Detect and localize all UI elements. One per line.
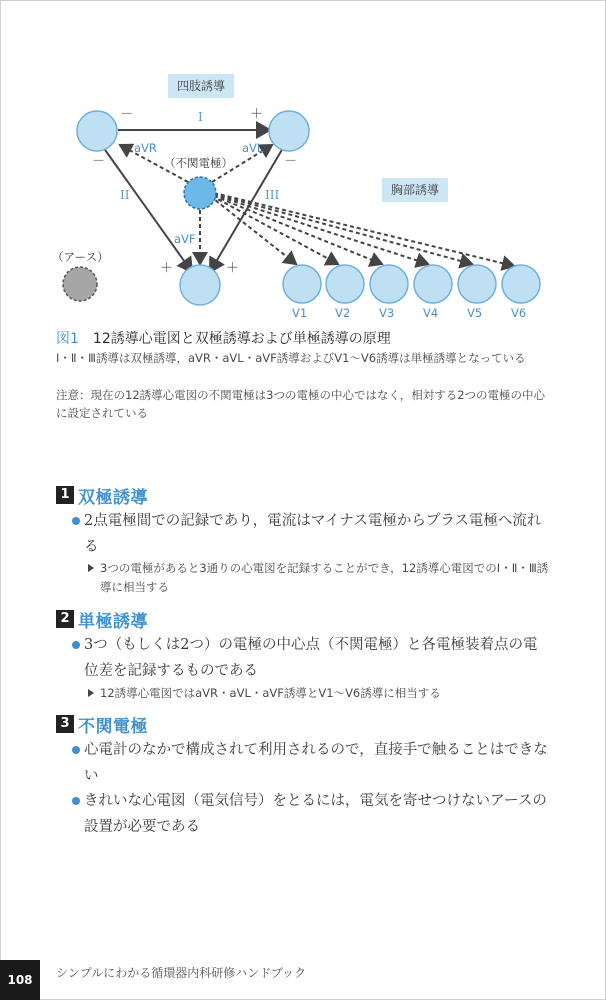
figure-number: 図1 [56,331,79,347]
electrode-V5 [458,265,496,303]
V3-label: V3 [379,306,395,320]
electrode-left-arm [269,111,309,151]
running-footer-title: シンプルにわかる循環器内科研修ハンドブック [56,966,307,980]
V5-label: V5 [467,306,483,320]
indifferent-electrode [184,177,216,209]
triangle-marker [88,689,94,697]
V4-arrow [214,195,428,264]
section-1-sub-1: 3つの電極があると3通りの心電図を記録することができ，12誘導心電図でのⅠ・Ⅱ・Ⅲ誘導に相当する [88,559,550,597]
section-2-sub-1: 12誘導心電図ではaVR・aVL・aVF誘導とV1～V6誘導に相当する [88,684,550,703]
section-1-heading [56,484,148,506]
ecg-lead-diagram [0,0,606,330]
section-3-bullet-2: きれいな心電図（電気信号）をとるには，電気を寄せつけないアースの設置が必要である [72,788,550,840]
section-1-bullet-1: 2点電極間での記録であり，電流はマイナス電極からプラス電極へ流れる [72,508,550,560]
left-leg-plus-left: ＋ [160,261,174,276]
aVL-label: aVL [242,141,264,155]
V1-label: V1 [292,306,308,320]
lead-III-label: III [265,188,280,202]
section-2-number: 2 [56,610,74,628]
lead-II-label: II [120,188,130,202]
V5-arrow [214,194,472,264]
right-arm-minus-side: － [92,154,106,169]
aVR-label: aVR [134,141,157,155]
caption-line-1: Ⅰ・Ⅱ・Ⅲ誘導は双極誘導，aVR・aVL・aVF誘導およびV1～V6誘導は単極誘導となっている [56,351,526,365]
left-leg-plus-right: ＋ [226,261,240,276]
lead-I-label: I [198,110,203,124]
bullet-dot [72,641,80,649]
V3-arrow [214,196,382,264]
earth-electrode [63,267,97,301]
section-2-title: 単極誘導 [78,611,148,632]
section-3-heading [56,713,148,735]
bullet-dot [72,797,80,805]
electrode-V3 [370,265,408,303]
page-number: 108 [0,960,40,1000]
electrode-right-arm [77,111,117,151]
section-3-number: 3 [56,715,74,733]
V2-label: V2 [335,306,351,320]
limb-leads-box: 四肢誘導 [168,74,234,98]
V4-label: V4 [423,306,439,320]
V2-arrow [212,196,338,264]
indifferent-label: （不関電極） [164,156,233,170]
left-arm-minus-side: － [284,154,298,169]
electrode-V1 [283,265,321,303]
electrode-left-leg [180,265,220,305]
figure-title: 12誘導心電図と双極誘導および単極誘導の原理 [92,331,391,347]
section-3-bullet-1: 心電計のなかで構成されて利用されるので，直接手で触ることはできない [72,737,550,789]
aVF-label: aVF [174,232,196,246]
electrode-V4 [414,265,452,303]
left-arm-plus-top: ＋ [250,107,264,122]
bullet-dot [72,746,80,754]
caption-note: 注意：現在の12誘導心電図の不関電極は3つの電極の中心ではなく，相対する2つの電極の中心に設定されている [56,388,546,420]
triangle-marker [88,564,94,572]
section-1-title: 双極誘導 [78,487,148,508]
V6-arrow [214,193,514,266]
electrode-V2 [326,265,364,303]
diagram-svg [0,0,606,330]
right-arm-minus-top: － [120,107,134,122]
earth-label: （アース） [52,250,109,264]
section-2-heading [56,608,148,630]
V1-arrow [210,196,296,264]
bullet-dot [72,517,80,525]
section-3-title: 不関電極 [78,716,148,737]
figure-caption-title [56,328,391,348]
V6-label: V6 [511,306,527,320]
section-1-number: 1 [56,486,74,504]
section-2-bullet-1: 3つ（もしくは2つ）の電極の中心点（不関電極）と各電極装着点の電位差を記録するものである [72,632,550,684]
electrode-V6 [502,265,540,303]
chest-leads-box: 胸部誘導 [382,178,448,202]
